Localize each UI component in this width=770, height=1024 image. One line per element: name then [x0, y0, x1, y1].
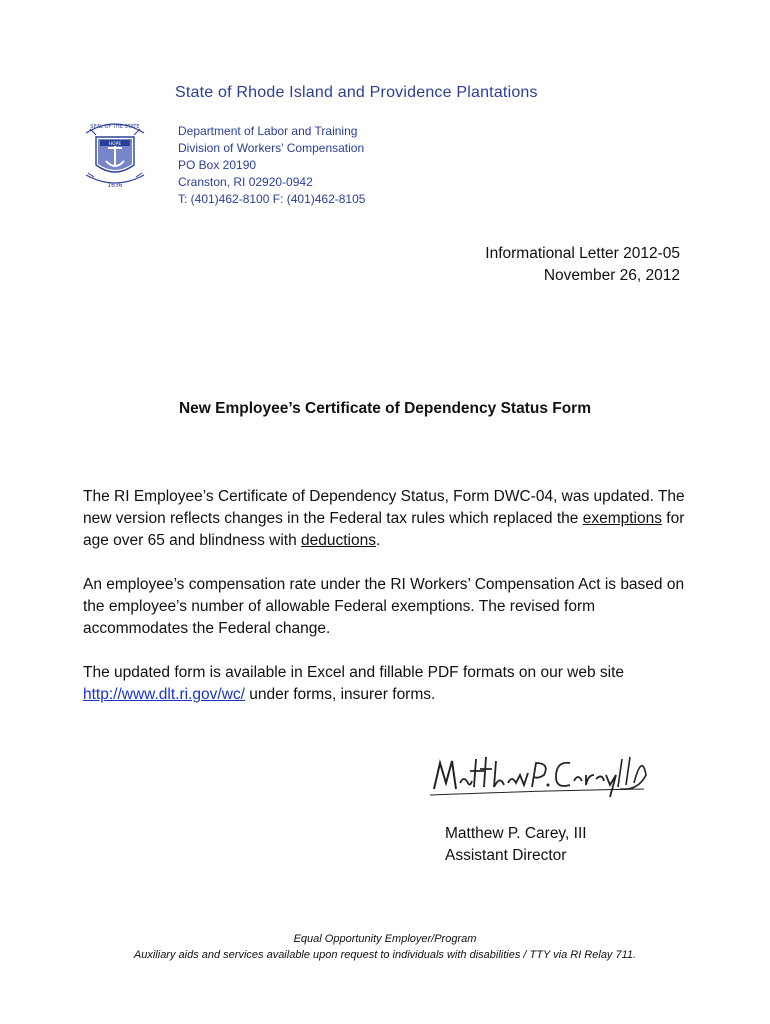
- signer-title: Assistant Director: [445, 847, 567, 864]
- paragraph-3: The updated form is available in Excel and fillable PDF formats on our web site http://www.dlt.ri.gov/wc/ under forms, insurer forms.: [83, 664, 625, 703]
- footer-eeo: Equal Opportunity Employer/Program: [293, 933, 477, 945]
- underlined-deductions: deductions: [301, 532, 376, 549]
- address-block: [178, 123, 365, 208]
- state-title: State of Rhode Island and Providence Plantations: [175, 84, 538, 101]
- department: Department of Labor and Training: [178, 124, 358, 138]
- city: Cranston, RI 02920-0942: [178, 175, 313, 189]
- subject-title: New Employee’s Certificate of Dependency Status Form: [178, 400, 591, 417]
- letter-info: [485, 243, 680, 287]
- svg-text:HOPE: HOPE: [108, 142, 122, 147]
- underlined-exemptions: exemptions: [582, 510, 662, 527]
- signer-name: Matthew P. Carey, III: [445, 825, 587, 842]
- signer-block: [445, 823, 587, 867]
- website-link[interactable]: http://www.dlt.ri.gov/wc/: [83, 686, 245, 703]
- paragraph-2: An employee’s compensation rate under the RI Workers’ Compensation Act is based on the employee’s number of allowable Federal exemptions. The revised form accommodates the Federal change.: [83, 576, 685, 637]
- phone-fax: T: (401)462-8100 F: (401)462-8105: [178, 192, 366, 206]
- po-box: PO Box 20190: [178, 158, 257, 172]
- paragraph-1: The RI Employee’s Certificate of Dependency Status, Form DWC-04, was updated. The new version reflects changes in the Federal tax rules which replaced the exemptions for age over 65 and blindness with deductions.: [83, 488, 685, 549]
- signature-image: [428, 745, 648, 805]
- svg-text:SEAL OF THE STATE: SEAL OF THE STATE: [90, 124, 140, 130]
- state-seal-icon: [82, 117, 148, 193]
- footer-accessibility: Auxiliary aids and services available upon request to individuals with disabilities / TTY via RI Relay 711.: [133, 949, 637, 961]
- letter-number: Informational Letter 2012-05: [485, 245, 680, 262]
- letter-body: [83, 486, 693, 728]
- footer: [0, 931, 770, 963]
- svg-text:1636: 1636: [107, 182, 123, 189]
- letter-date: November 26, 2012: [543, 267, 680, 284]
- division: Division of Workers' Compensation: [178, 141, 365, 155]
